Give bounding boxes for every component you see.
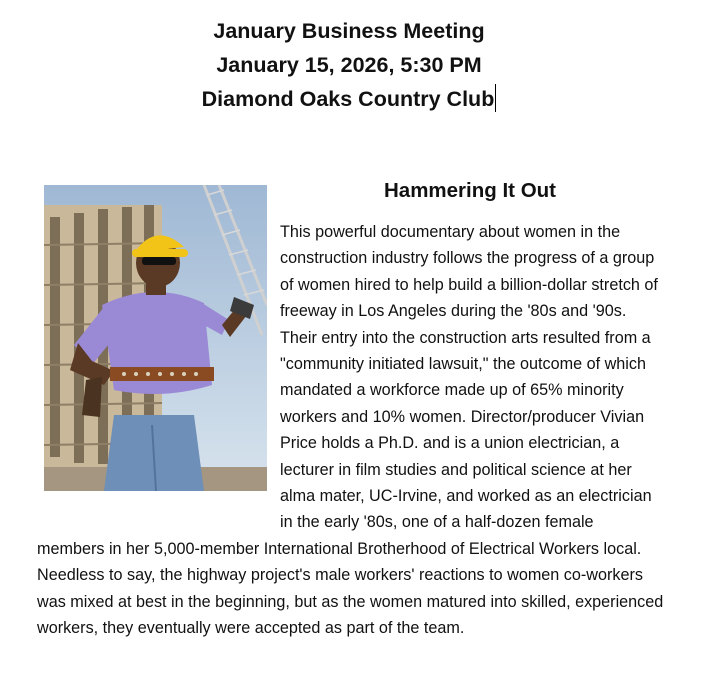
article-title: Hammering It Out [384,179,556,202]
meeting-header [0,14,698,116]
article-body [37,219,665,642]
article-body-text: This powerful documentary about women in the construction industry follows the progress of a group of women hired to help build a billion-dollar stretch of freeway in Los Angeles during the '80s and '90s. Their entry into the construction arts resulted from a "community initiated lawsuit," the outcome of which mandated a workforce made up of 65% minority workers and 10% women. Director/producer Vivian Price holds a Ph.D. and is a union electrician, a lecturer in film studies and political science at her alma mater, UC-Irvine, and worked as an electrician in the early '80s, one of a half-dozen female members in her 5,000-member International Brotherhood of Electrical Workers local. Needless to say, the highway project's male workers' reactions to women co-workers was mixed at best in the beginning, but as the women matured into skilled, experienced workers, they eventually were accepted as part of the team. [37,223,664,638]
meeting-title: January Business Meeting [213,19,485,43]
meeting-location[interactable] [0,82,698,116]
photo-wrap-spacer [37,219,280,510]
text-cursor [495,84,496,112]
meeting-date: January 15, 2026, 5:30 PM [216,53,482,77]
meeting-location-text: Diamond Oaks Country Club [201,87,495,111]
